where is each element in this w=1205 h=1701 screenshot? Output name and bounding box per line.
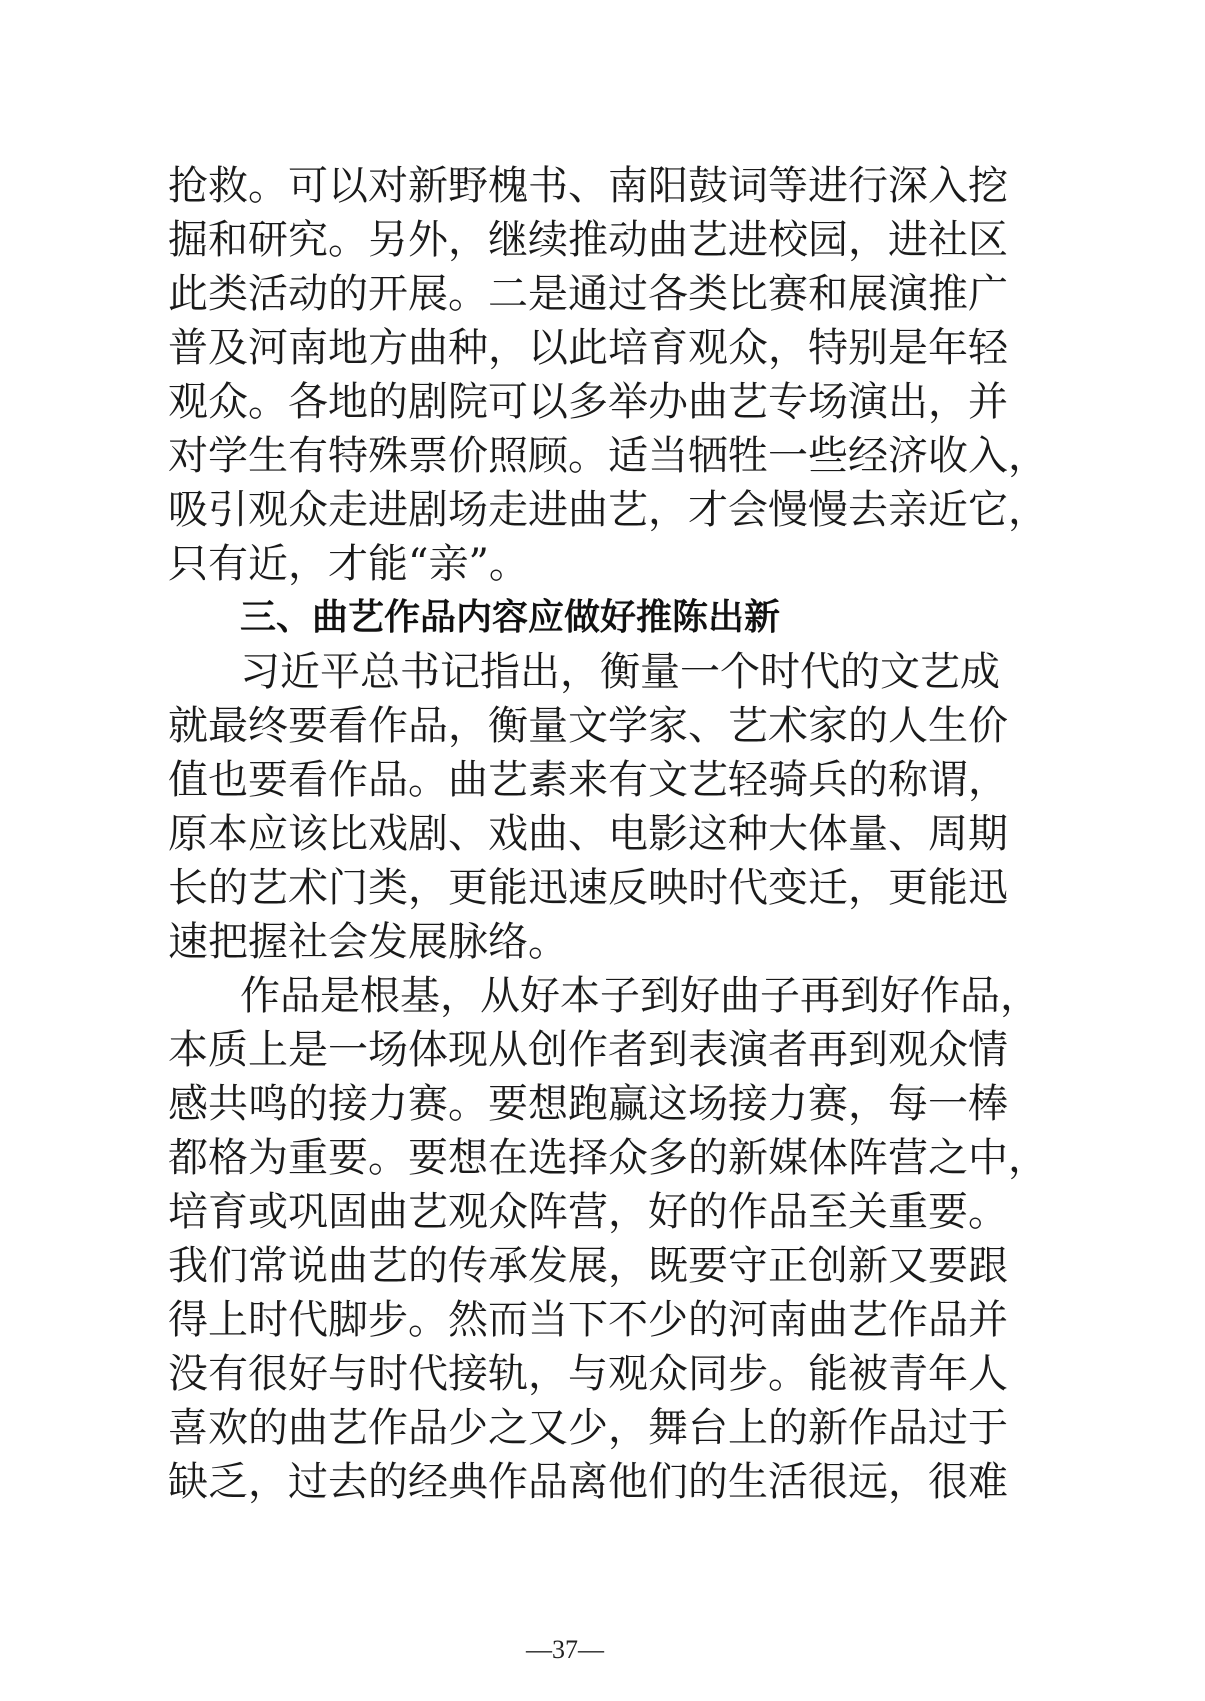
- text-line: 速把握社会发展脉络。: [168, 919, 568, 965]
- page-number: —37—: [526, 1635, 604, 1664]
- text-line: 我们常说曲艺的传承发展，既要守正创新又要跟: [168, 1243, 1008, 1289]
- text-line: 喜欢的曲艺作品少之又少，舞台上的新作品过于: [168, 1405, 1008, 1451]
- text-line: 只有近，才能“亲”。: [168, 541, 529, 587]
- text-line: 缺乏，过去的经典作品离他们的生活很远，很难: [168, 1459, 1008, 1505]
- text-line: 掘和研究。另外，继续推动曲艺进校园，进社区: [168, 217, 1008, 263]
- text-line: 值也要看作品。曲艺素来有文艺轻骑兵的称谓，: [168, 757, 1008, 803]
- text-line: 感共鸣的接力赛。要想跑赢这场接力赛，每一棒: [168, 1081, 1008, 1127]
- text-line: 对学生有特殊票价照顾。适当牺牲一些经济收入，: [168, 433, 1048, 479]
- section-heading: 三、曲艺作品内容应做好推陈出新: [240, 597, 781, 638]
- text-line: 习近平总书记指出，衡量一个时代的文艺成: [240, 649, 1000, 695]
- text-line: 培育或巩固曲艺观众阵营，好的作品至关重要。: [168, 1189, 1008, 1235]
- text-line: 作品是根基，从好本子到好曲子再到好作品，: [240, 973, 1040, 1019]
- text-line: 抢救。可以对新野槐书、南阳鼓词等进行深入挖: [168, 163, 1008, 209]
- text-line: 没有很好与时代接轨，与观众同步。能被青年人: [168, 1351, 1008, 1397]
- text-line: 原本应该比戏剧、戏曲、电影这种大体量、周期: [168, 811, 1008, 857]
- text-line: 普及河南地方曲种，以此培育观众，特别是年轻: [168, 325, 1008, 371]
- text-line: 本质上是一场体现从创作者到表演者再到观众情: [168, 1027, 1008, 1073]
- text-line: 都格为重要。要想在选择众多的新媒体阵营之中，: [168, 1135, 1048, 1181]
- text-line: 就最终要看作品，衡量文学家、艺术家的人生价: [168, 703, 1008, 749]
- text-line: 吸引观众走进剧场走进曲艺，才会慢慢去亲近它，: [168, 487, 1048, 533]
- text-line: 观众。各地的剧院可以多举办曲艺专场演出，并: [168, 379, 1008, 425]
- text-line: 得上时代脚步。然而当下不少的河南曲艺作品并: [168, 1297, 1008, 1343]
- text-line: 此类活动的开展。二是通过各类比赛和展演推广: [168, 271, 1008, 317]
- text-line: 长的艺术门类，更能迅速反映时代变迁，更能迅: [168, 865, 1008, 911]
